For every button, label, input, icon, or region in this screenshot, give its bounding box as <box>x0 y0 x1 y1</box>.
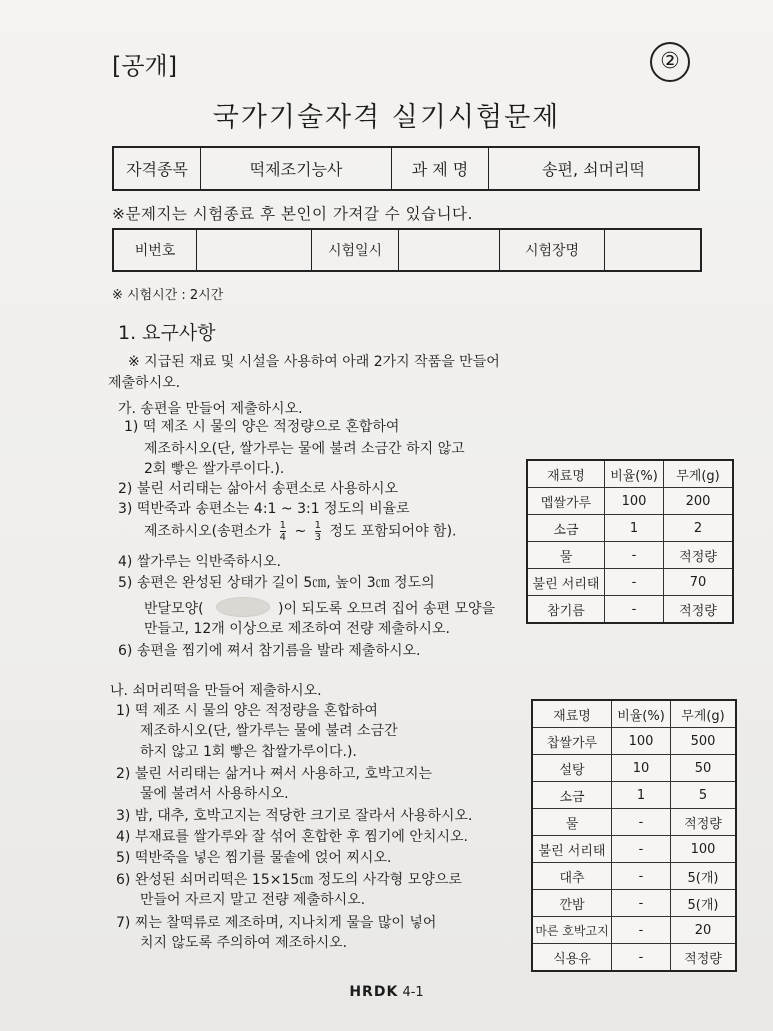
part-b-line: 7) 찌는 찰떡류로 제조하며, 지나치게 물을 많이 넣어 <box>116 915 437 931</box>
part-a-line: 1) 떡 제조 시 물의 양은 적정량으로 혼합하여 <box>124 419 400 435</box>
exam-time: ※ 시험시간 : 2시간 <box>112 288 224 303</box>
ratio-text-end: 정도 포함되어야 함). <box>329 523 457 540</box>
table-row: 깐밤 - 5(개) <box>532 890 736 917</box>
part-a-ratio-line <box>144 520 457 543</box>
part-a-line: 3) 떡반죽과 송편소는 4:1 ~ 3:1 정도의 비율로 <box>118 501 410 517</box>
part-a-line: 2) 불린 서리태는 삶아서 송편소로 사용하시오 <box>118 481 399 497</box>
part-a-line: 6) 송편을 찜기에 쪄서 참기름을 발라 제출하시오. <box>118 643 421 659</box>
col-header: 무게(g) <box>671 700 737 728</box>
ingredient-table-b <box>531 699 737 972</box>
half-moon-shape-icon <box>216 597 270 617</box>
table-row: 식용유 - 적정량 <box>532 944 736 972</box>
table-row: 찹쌀가루 100 500 <box>532 728 736 755</box>
col-header: 무게(g) <box>664 460 734 488</box>
table-row: 참기름 - 적정량 <box>527 596 733 624</box>
task-value: 송편, 쇠머리떡 <box>489 147 700 190</box>
table-row: 물 - 적정량 <box>527 542 733 569</box>
qual-label: 자격종목 <box>113 147 201 190</box>
col-header: 재료명 <box>527 460 605 488</box>
part-b-title: 나. 쇠머리떡을 만들어 제출하시오. <box>110 683 322 699</box>
fraction-third: $\frac{1}{3}$ <box>314 520 322 543</box>
part-b-line: 제조하시오(단, 쌀가루는 물에 불려 소금간 <box>140 723 398 739</box>
id-date-blank[interactable] <box>399 229 500 271</box>
page-footer <box>0 984 773 1000</box>
table-row: 소금 1 2 <box>527 515 733 542</box>
page-title: 국가기술자격 실기시험문제 <box>212 102 561 133</box>
part-b-line: 2) 불린 서리태는 삶거나 쪄서 사용하고, 호박고지는 <box>116 766 432 782</box>
ratio-tilde: ~ <box>294 523 307 540</box>
intro-line-1: ※ 지급된 재료 및 시설을 사용하여 아래 2가지 작품을 만들어 <box>128 354 500 370</box>
part-b-line: 4) 부재료를 쌀가루와 잘 섞어 혼합한 후 찜기에 안치시오. <box>116 829 468 845</box>
ingredient-table-a <box>526 459 734 624</box>
qual-value: 떡제조기능사 <box>201 147 392 190</box>
problem-number: ② <box>650 42 690 82</box>
part-b-line: 1) 떡 제조 시 물의 양은 적정량을 혼합하여 <box>116 703 378 719</box>
fraction-quarter: $\frac{1}{4}$ <box>279 520 287 543</box>
table-row: 마른 호박고지 - 20 <box>532 917 736 944</box>
col-header: 재료명 <box>532 700 612 728</box>
part-a-line: 5) 송편은 완성된 상태가 길이 5㎝, 높이 3㎝ 정도의 <box>118 575 435 591</box>
id-date-label: 시험일시 <box>312 229 399 271</box>
task-label: 과 제 명 <box>392 147 489 190</box>
table-row: 멥쌀가루 100 200 <box>527 488 733 515</box>
part-a-line: )이 되도록 오므려 집어 송편 모양을 <box>278 601 496 617</box>
examinee-table <box>112 228 702 272</box>
part-b-line: 하지 않고 1회 빻은 찹쌀가루이다.). <box>140 744 357 760</box>
part-a-line: 2회 빻은 쌀가루이다.). <box>144 461 285 477</box>
part-b-line: 치지 않도록 주의하여 제조하시오. <box>140 935 348 951</box>
part-a-line: 제조하시오(단, 쌀가루는 물에 불려 소금간 하지 않고 <box>144 441 465 457</box>
table-row: 소금 1 5 <box>532 782 736 809</box>
id-place-blank[interactable] <box>605 229 702 271</box>
public-label: [공개] <box>112 52 178 80</box>
col-header: 비율(%) <box>612 700 671 728</box>
table-row: 물 - 적정량 <box>532 809 736 836</box>
section-title: 1. 요구사항 <box>118 322 216 344</box>
part-b-line: 만들어 자르지 말고 전량 제출하시오. <box>140 892 366 908</box>
ratio-text-start: 제조하시오(송편소가 <box>144 523 272 540</box>
page-number: 4-1 <box>402 985 424 1000</box>
part-a-line: 만들고, 12개 이상으로 제조하여 전량 제출하시오. <box>144 621 450 637</box>
part-b-line: 3) 밤, 대추, 호박고지는 적당한 크기로 잘라서 사용하시오. <box>116 808 473 824</box>
half-moon-label: 반달모양( <box>144 601 204 617</box>
table-row: 설탕 10 50 <box>532 755 736 782</box>
intro-line-2: 제출하시오. <box>108 375 181 391</box>
notice-text: ※문제지는 시험종료 후 본인이 가져갈 수 있습니다. <box>112 205 473 223</box>
table-row: 불린 서리태 - 70 <box>527 569 733 596</box>
part-b-line: 6) 완성된 쇠머리떡은 15×15㎝ 정도의 사각형 모양으로 <box>116 872 462 888</box>
qualification-table <box>112 146 700 191</box>
id-place-label: 시험장명 <box>500 229 605 271</box>
id-num-blank[interactable] <box>197 229 312 271</box>
table-row: 대추 - 5(개) <box>532 863 736 890</box>
col-header: 비율(%) <box>605 460 664 488</box>
id-num-label: 비번호 <box>113 229 197 271</box>
part-b-line: 물에 불려서 사용하시오. <box>140 786 289 802</box>
part-b-line: 5) 떡반죽을 넣은 찜기를 물솥에 얹어 찌시오. <box>116 850 392 866</box>
table-row: 불린 서리태 - 100 <box>532 836 736 863</box>
part-a-title: 가. 송편을 만들어 제출하시오. <box>118 401 303 417</box>
part-a-line: 4) 쌀가루는 익반죽하시오. <box>118 554 281 570</box>
hrdk-logo: HRDK <box>349 984 399 1000</box>
